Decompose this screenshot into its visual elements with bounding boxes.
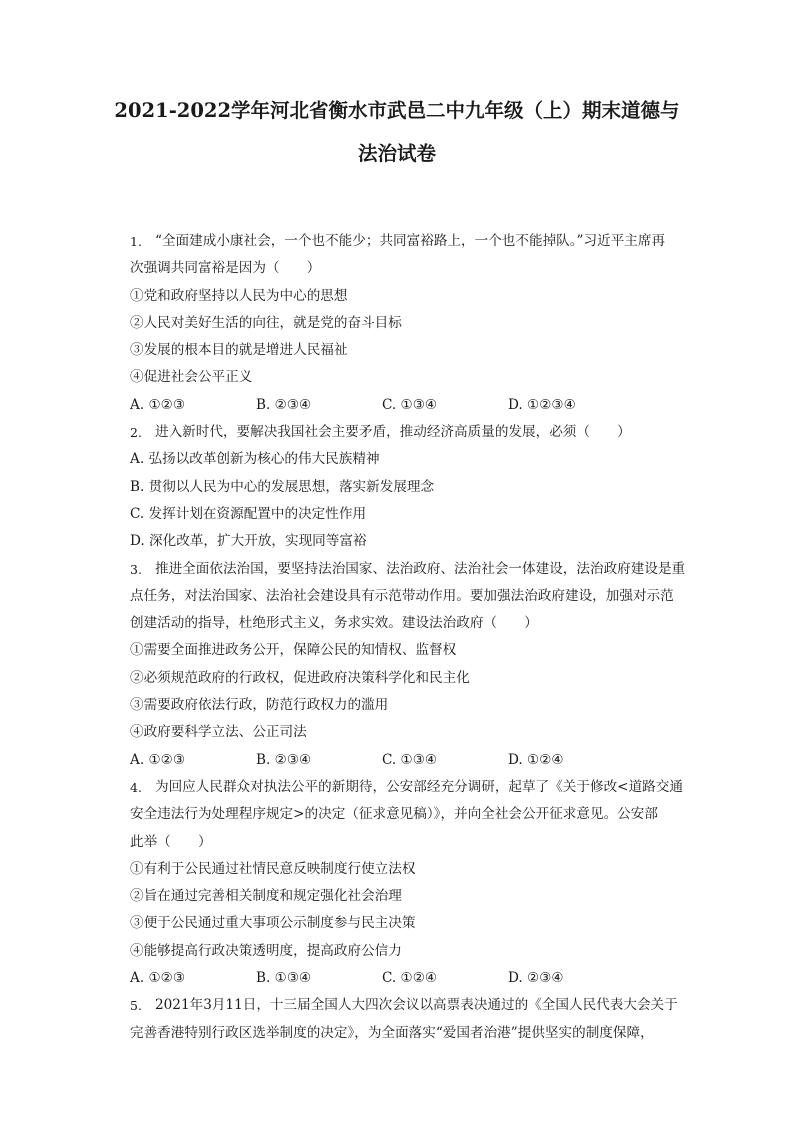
question-statement: ④政府要科学立法、公正司法 <box>130 724 307 741</box>
question-stem-line <box>130 556 694 583</box>
answer-option[interactable]: B. ②③④ <box>256 396 312 413</box>
question-stem-line: 创建活动的指导，杜绝形式主义，务求实效。建设法治政府（ ） <box>130 615 538 632</box>
question-number: 1. <box>130 234 142 249</box>
question-list <box>130 228 694 1047</box>
answer-options <box>130 965 694 992</box>
question-statement: ④促进社会公平正义 <box>130 369 253 386</box>
question-statement: ②人民对美好生活的向往，就是党的奋斗目标 <box>130 314 402 331</box>
question-stem-text: 为回应人民群众对执法公平的新期待，公安部经充分调研，起草了《关于修改<道路交通 <box>155 778 683 795</box>
question-number: 2. <box>130 425 142 441</box>
question-statement: ③需要政府依法行政，防范行政权力的滥用 <box>130 697 389 714</box>
question-2 <box>130 419 694 555</box>
question-statement: D. 深化改革，扩大开放，实现同等富裕 <box>130 533 367 550</box>
answer-option[interactable]: D. ①②④ <box>508 751 564 768</box>
question-stem-text: “全面建成小康社会，一个也不能少；共同富裕路上，一个也不能掉队。”习近平主席再 <box>155 233 666 249</box>
question-statement: ①有利于公民通过社情民意反映制度行使立法权 <box>130 860 416 877</box>
question-statement: ④能够提高行政决策透明度，提高政府公信力 <box>130 942 402 959</box>
answer-option[interactable]: C. ①③④ <box>382 396 438 413</box>
question-statement: ③发展的根本目的就是增进人民福祉 <box>130 342 348 359</box>
question-stem-line: 安全违法行为处理程序规定>的决定（征求意见稿）》，并向全社会公开征求意见。公安部 <box>130 806 658 823</box>
answer-option[interactable]: B. ①③④ <box>256 970 312 987</box>
question-stem-line: 完善香港特别行政区选举制度的决定》，为全面落实“爱国者治港”提供坚实的制度保障， <box>130 1024 654 1041</box>
question-number: 4. <box>130 779 142 795</box>
question-statement: ②必须规范政府的行政权，促进政府决策科学化和民主化 <box>130 669 470 686</box>
question-3 <box>130 556 694 774</box>
answer-option[interactable]: A. ①②③ <box>130 396 186 413</box>
question-stem-line <box>130 992 694 1019</box>
answer-option[interactable]: A. ①②③ <box>130 751 186 768</box>
question-stem-text: 推进全面依法治国，要坚持法治国家、法治政府、法治社会一体建设，法治政府建设是重 <box>155 560 686 577</box>
question-stem-line: 点任务，对法治国家、法治社会建设具有示范带动作用。要加强法治政府建设，加强对示范 <box>130 587 674 604</box>
question-stem-line <box>130 228 694 255</box>
question-5 <box>130 992 694 1047</box>
question-4 <box>130 774 694 992</box>
question-stem-text: 进入新时代，要解决我国社会主要矛盾，推动经济高质量的发展，必须（ ） <box>155 424 631 441</box>
question-statement: ③便于公民通过重大事项公示制度参与民主决策 <box>130 915 416 932</box>
question-statement: A. 弘扬以改革创新为核心的伟大民族精神 <box>130 451 380 468</box>
question-stem-line <box>130 419 694 446</box>
question-1 <box>130 228 694 419</box>
question-stem-line <box>130 774 694 801</box>
question-statement: ①需要全面推进政务公开，保障公民的知情权、监督权 <box>130 642 457 659</box>
answer-option[interactable]: D. ②③④ <box>508 970 564 987</box>
exam-title-line1: 2021-2022学年河北省衡水市武邑二中九年级（上）期末道德与 <box>114 99 680 122</box>
question-statement: B. 贯彻以人民为中心的发展思想，落实新发展理念 <box>130 478 435 495</box>
answer-option[interactable]: D. ①②③④ <box>508 396 576 413</box>
question-stem-text: 2021年3月11日，十三届全国人大四次会议以高票表决通过的《全国人民代表大会关于 <box>155 997 678 1014</box>
question-statement: ①党和政府坚持以人民为中心的思想 <box>130 287 348 304</box>
answer-option[interactable]: A. ①②③ <box>130 970 186 987</box>
question-stem-line: 次强调共同富裕是因为（ ） <box>130 260 321 277</box>
exam-title-line2: 法治试卷 <box>357 142 436 165</box>
answer-option[interactable]: B. ②③④ <box>256 751 312 768</box>
question-stem-line: 此举（ ） <box>130 833 212 850</box>
question-number: 3. <box>130 561 142 577</box>
answer-options <box>130 747 694 774</box>
question-number: 5. <box>130 998 142 1014</box>
answer-option[interactable]: C. ①③④ <box>382 751 438 768</box>
answer-options <box>130 392 694 419</box>
question-statement: ②旨在通过完善相关制度和规定强化社会治理 <box>130 888 402 905</box>
answer-option[interactable]: C. ①②④ <box>382 970 438 987</box>
question-statement: C. 发挥计划在资源配置中的决定性作用 <box>130 505 367 522</box>
